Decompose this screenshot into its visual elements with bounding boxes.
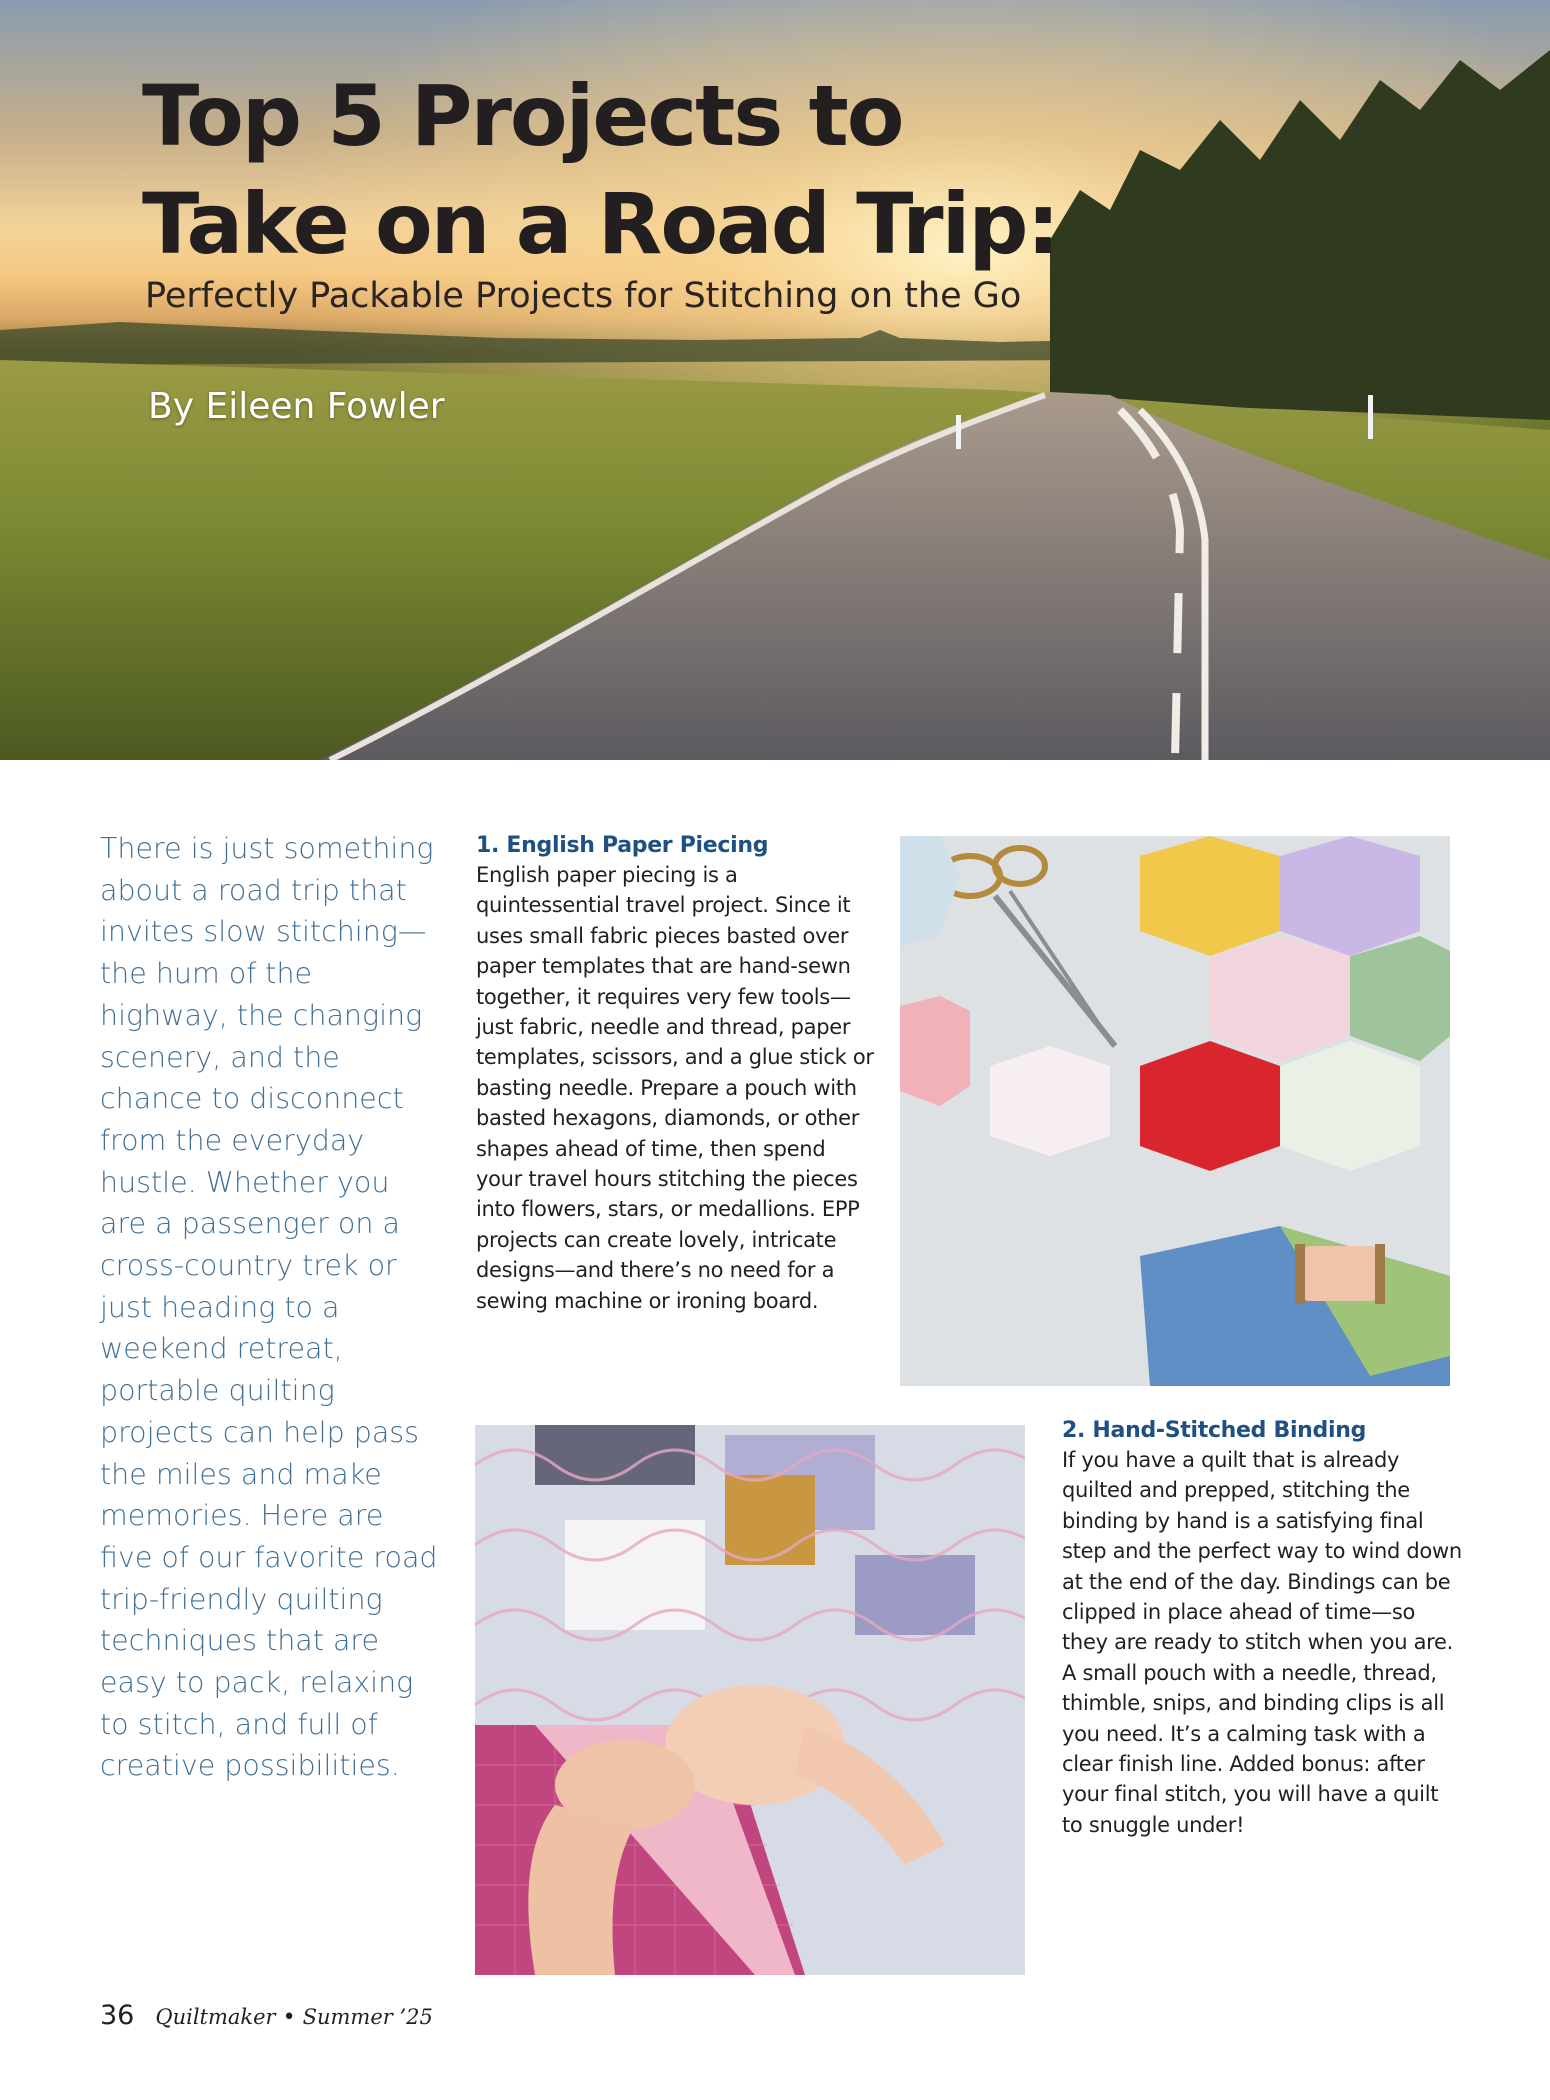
intro-paragraph: There is just something about a road trip that invites slow stitching—the hum of the highway, the changing scenery, and the chance to disconnect from the everyday hustle. Whether you are a passenger on a cross-country trek or just heading to a weekend retreat, portable quilting projects can help pass the miles and make memories. Here are five of our favorite road trip-friendly quilting techniques that are easy to pack, relaxing to stitch, and full of creative possibilities.: [100, 832, 438, 1783]
page-footer: [100, 2000, 433, 2031]
title-line-2: Take on a Road Trip:: [142, 175, 1059, 273]
section-heading: 2. Hand-Stitched Binding: [1062, 1418, 1367, 1443]
epp-hexagons-photo: [900, 836, 1450, 1386]
hand-binding-photo: [475, 1425, 1025, 1975]
magazine-name: Quiltmaker: [155, 2005, 276, 2029]
hexagon-fabric-illustration: [900, 836, 1450, 1386]
binding-quilt-illustration: [475, 1425, 1025, 1975]
title-line-1: Top 5 Projects to: [142, 67, 903, 165]
section-heading: 1. English Paper Piecing: [476, 833, 769, 858]
hero-image: [0, 0, 1550, 760]
article-subtitle: Perfectly Packable Projects for Stitching on the Go: [145, 276, 1022, 316]
author-byline: By Eileen Fowler: [148, 386, 445, 427]
section-hand-stitched-binding: [1062, 1418, 1462, 1840]
page-number: 36: [100, 2000, 135, 2031]
section-body: English paper piecing is a quintessential travel project. Since it uses small fabric pieces basted over paper templates that are hand-sewn together, it requires very few tools—just fabric, needle and thread, paper templates, scissors, and a glue stick or basting needle. Prepare a pouch with basted hexagons, diamonds, or other shapes ahead of time, then spend your travel hours stitching the pieces into flowers, stars, or medallions. EPP projects can create lovely, intricate designs—and there’s no need for a sewing machine or ironing board.: [476, 863, 874, 1313]
footer-separator: •: [282, 2005, 296, 2030]
article-title: [142, 62, 1242, 278]
section-english-paper-piecing: [476, 833, 876, 1316]
issue-label: Summer ’25: [302, 2005, 433, 2029]
section-body: If you have a quilt that is already quilted and prepped, stitching the binding by hand is a satisfying final step and the perfect way to wind down at the end of the day. Bindings can be clipped in place ahead of time—so they are ready to stitch when you are. A small pouch with a needle, thread, thimble, snips, and binding clips is all you need. It’s a calming task with a clear finish line. Added bonus: after your final stitch, you will have a quilt to snuggle under!: [1062, 1448, 1462, 1837]
